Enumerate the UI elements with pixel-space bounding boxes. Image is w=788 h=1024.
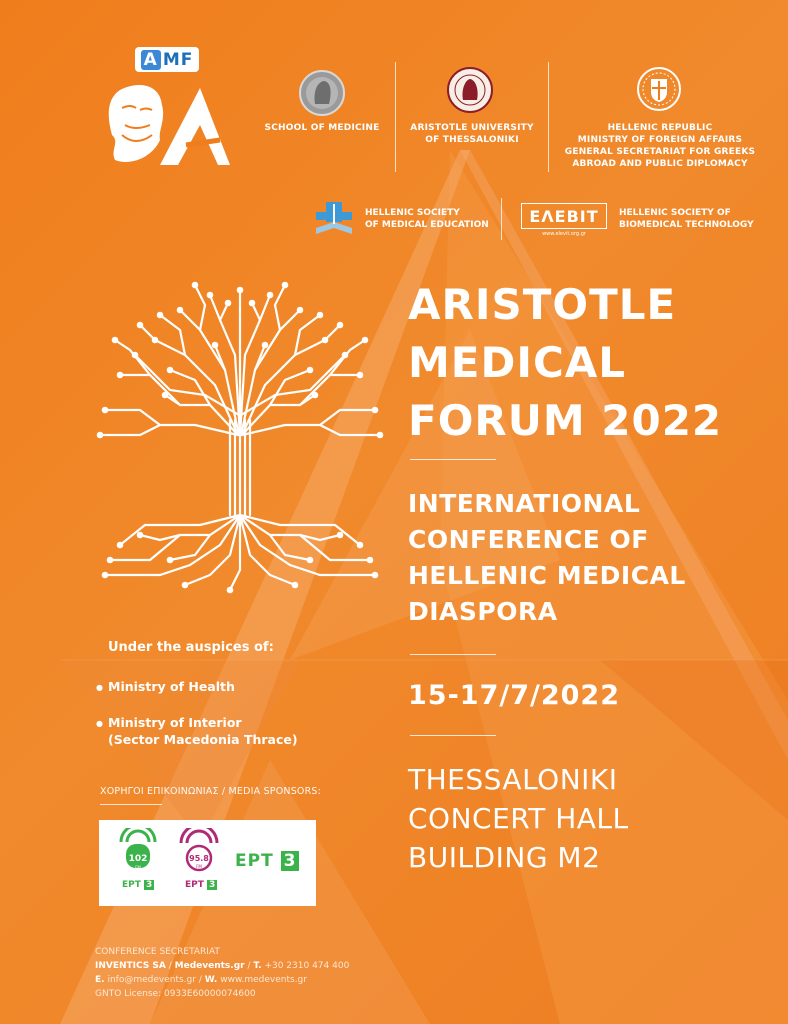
radio-102-brand-num: 3 [146,880,153,890]
radio-102-brand-name: ΕΡΤ [122,880,141,890]
secretariat-company: INVENTICS SA [95,961,166,971]
secretariat-website[interactable]: www.medevents.gr [220,975,307,985]
event-subtitle-line: CONFERENCE OF [408,525,649,554]
ert3-brand-name: ΕΡΤ [235,851,274,871]
secretariat-web-label: W. [204,975,218,985]
event-title [408,276,722,450]
elevit-logo: ΕΛΕΒΙΤ [521,203,607,229]
radio-102-freq: 102 [128,854,148,864]
amf-letter-m: M [162,49,181,70]
divider-line-2 [410,654,496,655]
event-venue-line: CONCERT HALL [408,802,629,835]
gnto-license: GNTO License: 0933E60000074600 [95,989,256,999]
logo-divider-2 [548,62,549,172]
event-venue-line: THESSALONIKI [408,763,618,796]
event-subtitle-line: INTERNATIONAL [408,489,641,518]
circuit-tree-illustration [95,270,385,600]
event-subtitle [408,486,686,630]
radio-958-brand-num: 3 [209,880,216,890]
radio-958-unit: FM [196,864,202,869]
school-of-medicine-label: SCHOOL OF MEDICINE [264,123,380,133]
hellenic-republic-line: MINISTRY OF FOREIGN AFFAIRS [577,135,743,145]
secretariat-email-label: E. [95,975,105,985]
media-sponsors-heading: ΧΟΡΗΓΟΙ ΕΠΙΚΟΙΝΩΝΙΑΣ / MEDIA SPONSORS: [100,786,322,797]
hellenic-republic-emblem [636,66,682,112]
secretariat-brand: Medevents.gr [174,961,245,971]
secretariat-web: E. info@medevents.gr / W. www.medevents.gr [95,975,307,985]
medical-education-label [365,207,489,231]
ert3-logo [235,851,299,871]
media-sponsors-box [99,820,316,906]
auspices-item-line: ● Ministry of Health [108,679,235,694]
biomedical-tech-line: HELLENIC SOCIETY OF [619,208,731,218]
divider-line-4 [100,804,162,805]
elevit-url: www.elevit.org.gr [542,231,586,237]
event-venue-line: BUILDING M2 [408,841,601,874]
hellenic-republic-line: ABROAD AND PUBLIC DIPLOMACY [572,159,748,169]
logo-divider-1 [395,62,396,172]
radio-958-brand-name: ΕΡΤ [185,880,204,890]
aristotle-university-label [410,122,534,146]
event-subtitle-line: HELLENIC MEDICAL [408,561,686,590]
radio-958-freq: 95.8 [189,854,209,863]
medical-education-line: OF MEDICAL EDUCATION [365,220,489,230]
aristotle-university-line: OF THESSALONIKI [425,135,519,145]
medical-education-line: HELLENIC SOCIETY [365,208,460,218]
aristotle-head-logo [100,80,240,170]
radio-958-brand [185,880,217,890]
hellenic-republic-line: GENERAL SECRETARIAT FOR GREEKS [564,147,756,157]
medical-education-logo [312,198,356,238]
school-of-medicine-seal [297,68,347,118]
secretariat-heading: CONFERENCE SECRETARIAT [95,947,220,957]
event-title-line: MEDICAL [408,338,627,387]
aristotle-university-line: ARISTOTLE UNIVERSITY [410,123,534,133]
hellenic-republic-line: HELLENIC REPUBLIC [607,123,713,133]
radio-102-unit: FM [135,865,141,870]
event-venue [408,760,629,877]
divider-line-3 [410,735,496,736]
secretariat-phone-label: T. [253,961,262,971]
auspices-item-line: ● Ministry of Interior [108,715,242,730]
event-title-line: ARISTOTLE [408,280,677,329]
secretariat-contact: INVENTICS SA / Medevents.gr / T. +30 2310 474 400 [95,961,350,971]
amf-badge [135,47,199,72]
amf-letter-f: F [180,49,194,70]
divider-line-1 [410,459,496,460]
secretariat-email[interactable]: info@medevents.gr [107,975,196,985]
ert3-brand-num: 3 [281,851,300,871]
event-subtitle-line: DIASPORA [408,597,558,626]
aristotle-university-seal [446,66,494,114]
logo-divider-3 [501,198,502,240]
auspices-item [108,678,235,695]
event-title-line: FORUM 2022 [408,396,723,445]
amf-letter-a: A [141,50,161,70]
biomedical-tech-line: BIOMEDICAL TECHNOLOGY [619,220,754,230]
auspices-heading: Under the auspices of: [108,640,274,655]
biomedical-tech-label [619,207,754,231]
event-dates: 15-17/7/2022 [408,680,621,711]
hellenic-republic-label [560,122,760,170]
radio-102-brand [122,880,154,890]
auspices-item [108,714,298,748]
auspices-item-line: (Sector Macedonia Thrace) [108,732,298,747]
secretariat-phone: +30 2310 474 400 [264,961,350,971]
